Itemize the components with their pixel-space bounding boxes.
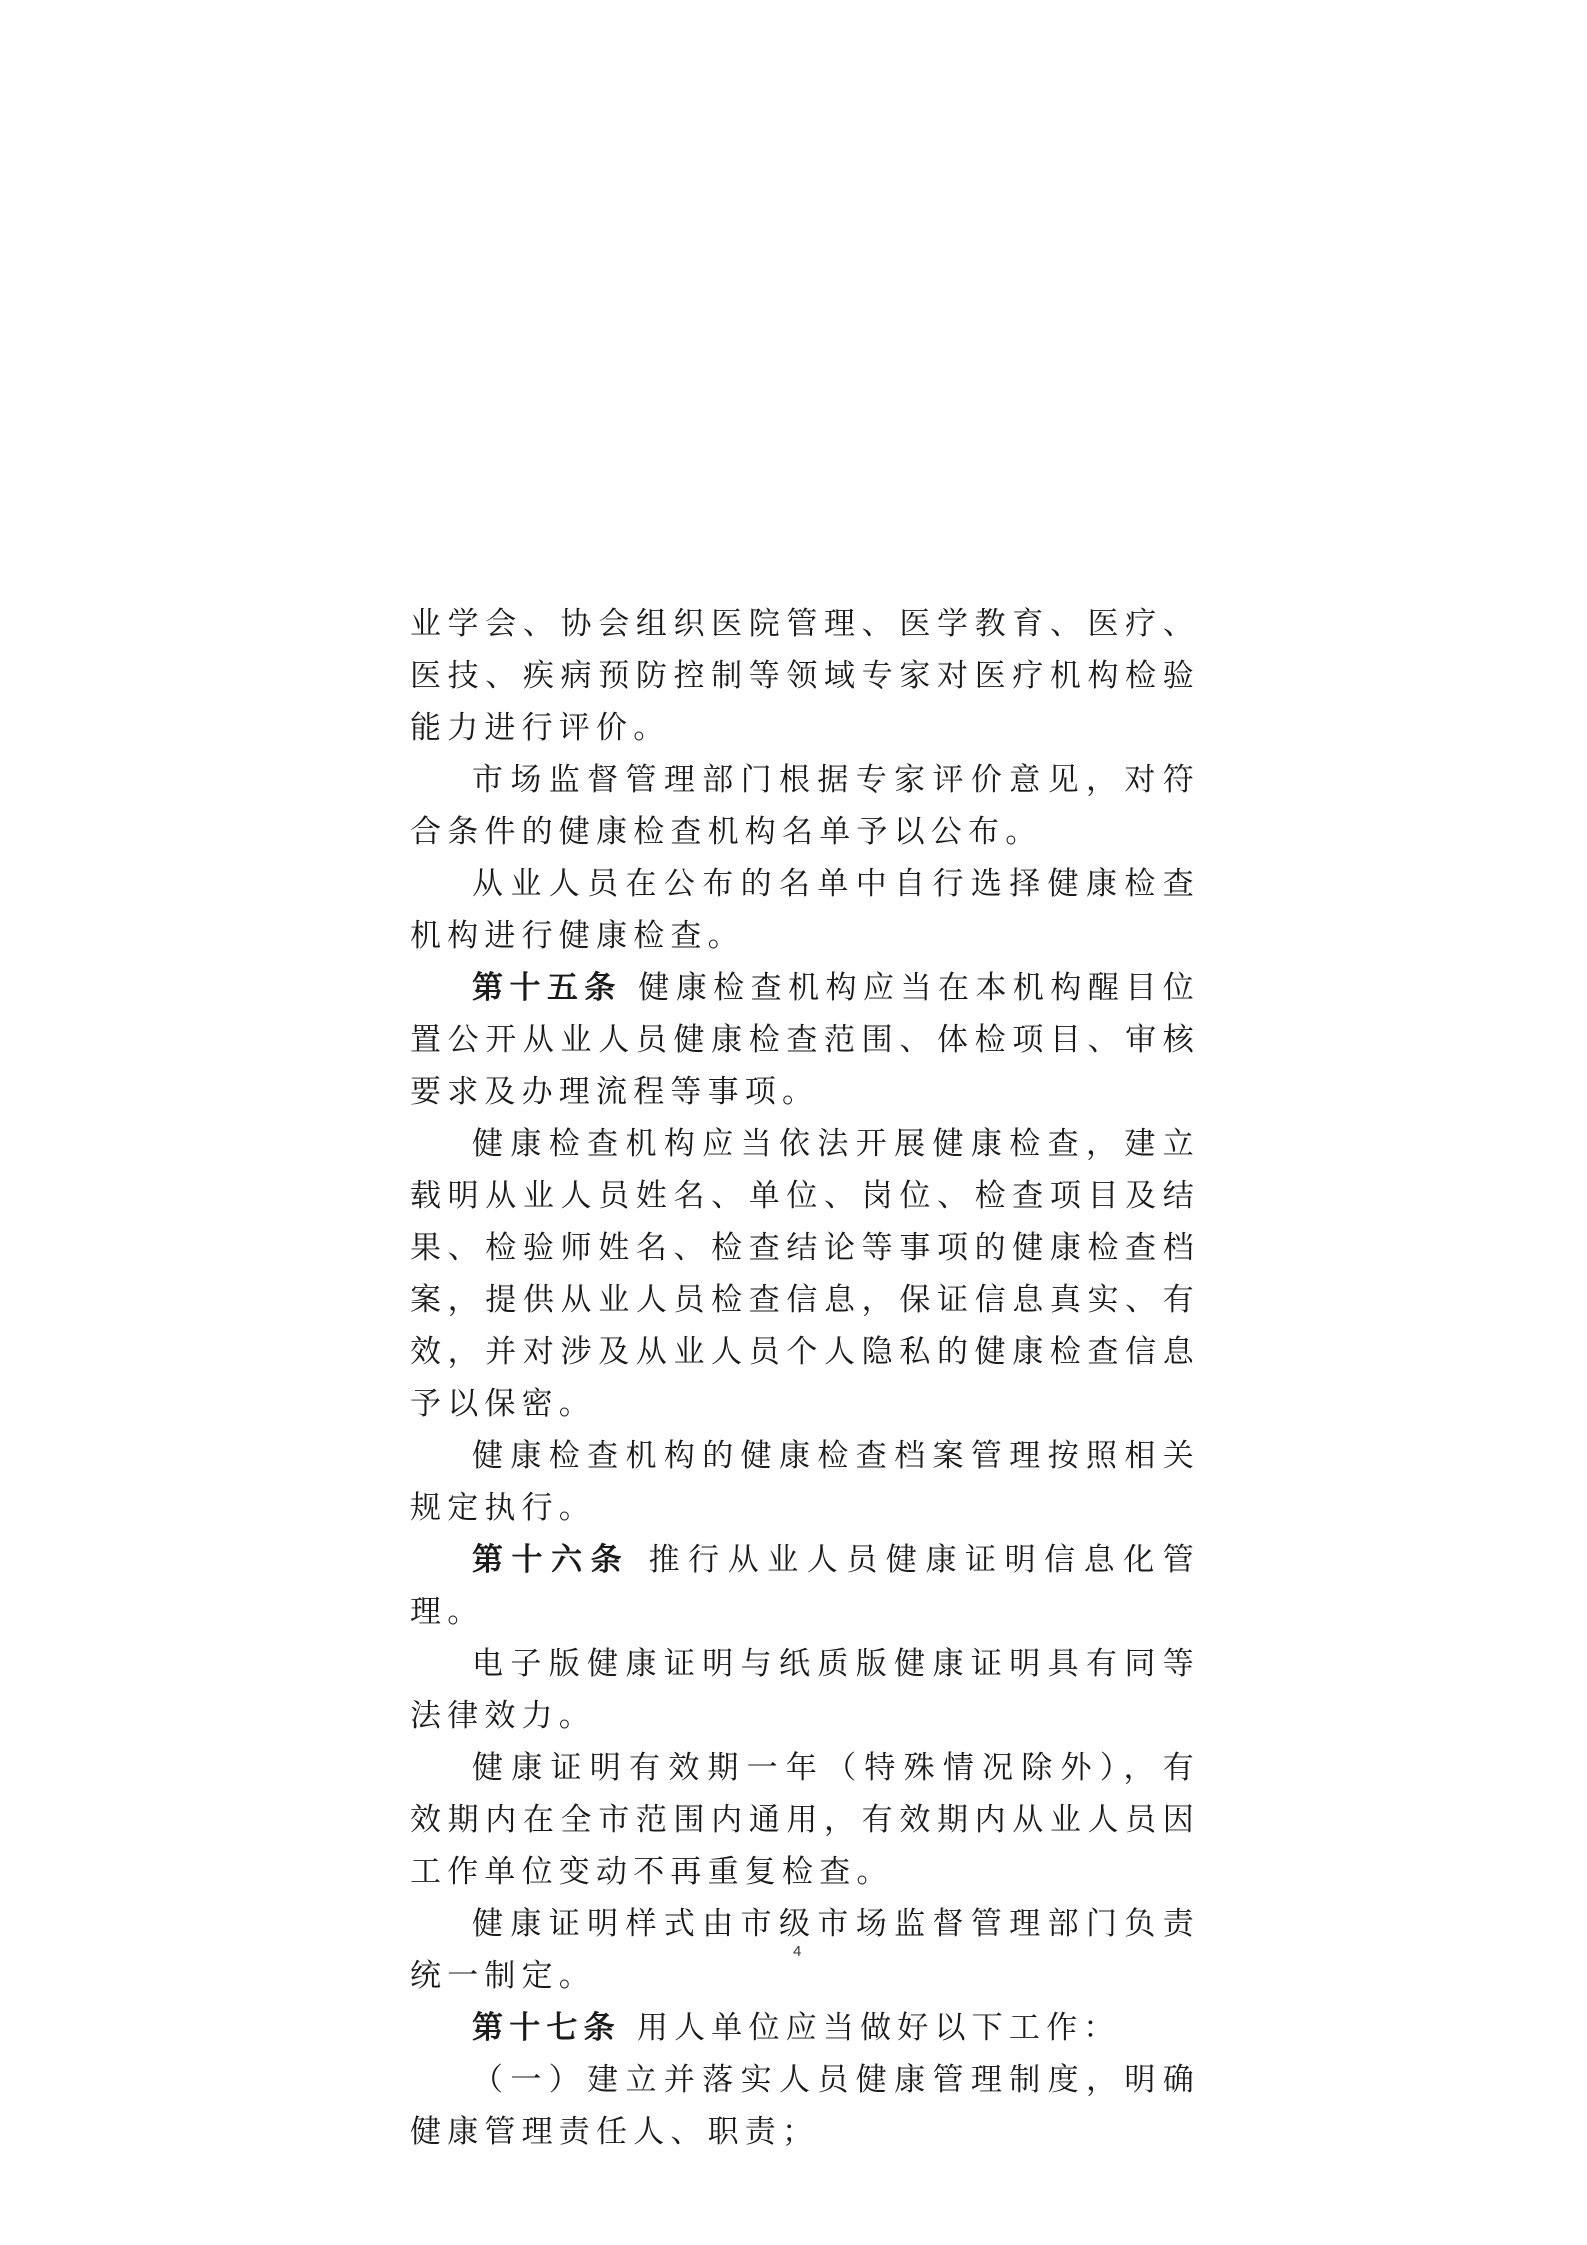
paragraph [410, 1742, 1200, 1898]
paragraph [410, 598, 1200, 754]
paragraph-text: 用人单位应当做好以下工作： [636, 2010, 1121, 2046]
list-item-paragraph [410, 2054, 1200, 2158]
paragraph-text: 健康证明样式由市级市场监督管理部门负责统一制定。 [410, 1906, 1200, 1994]
paragraph [410, 1638, 1200, 1742]
paragraph-text: 健康证明有效期一年（特殊情况除外），有效期内在全市范围内通用，有效期内从业人员因工作单位变动不再重复检查。 [410, 1750, 1200, 1890]
article-15-paragraph [410, 962, 1200, 1118]
paragraph [410, 1898, 1200, 2002]
paragraph-text: 业学会、协会组织医院管理、医学教育、医疗、医技、疾病预防控制等领域专家对医疗机构检验能力进行评价。 [410, 606, 1200, 746]
paragraph-text: 电子版健康证明与纸质版健康证明具有同等法律效力。 [410, 1646, 1200, 1734]
paragraph-text: 市场监督管理部门根据专家评价意见，对符合条件的健康检查机构名单予以公布。 [410, 762, 1200, 850]
document-body [410, 598, 1200, 2158]
article-heading: 第十七条 [472, 2010, 621, 2046]
paragraph [410, 754, 1200, 858]
paragraph [410, 1430, 1200, 1534]
article-heading: 第十五条 [472, 970, 622, 1006]
paragraph-text: 健康检查机构应当依法开展健康检查，建立载明从业人员姓名、单位、岗位、检查项目及结果、检验师姓名、检查结论等事项的健康检查档案，提供从业人员检查信息，保证信息真实、有效，并对涉及从业人员个人隐私的健康检查信息予以保密。 [410, 1126, 1200, 1422]
paragraph [410, 1118, 1200, 1430]
paragraph-text: 推行从业人员健康证明信息化管理。 [410, 1542, 1200, 1630]
page-number: 4 [793, 1943, 802, 1960]
article-16-paragraph [410, 1534, 1200, 1638]
paragraph-text: （一）建立并落实人员健康管理制度，明确健康管理责任人、职责； [410, 2062, 1200, 2150]
paragraph-text: 健康检查机构的健康检查档案管理按照相关规定执行。 [410, 1438, 1200, 1526]
paragraph-text: 从业人员在公布的名单中自行选择健康检查机构进行健康检查。 [410, 866, 1200, 954]
paragraph-text: 健康检查机构应当在本机构醒目位置公开从业人员健康检查范围、体检项目、审核要求及办理流程等事项。 [410, 970, 1200, 1110]
article-heading: 第十六条 [472, 1542, 631, 1578]
article-17-paragraph [410, 2002, 1200, 2054]
paragraph [410, 858, 1200, 962]
